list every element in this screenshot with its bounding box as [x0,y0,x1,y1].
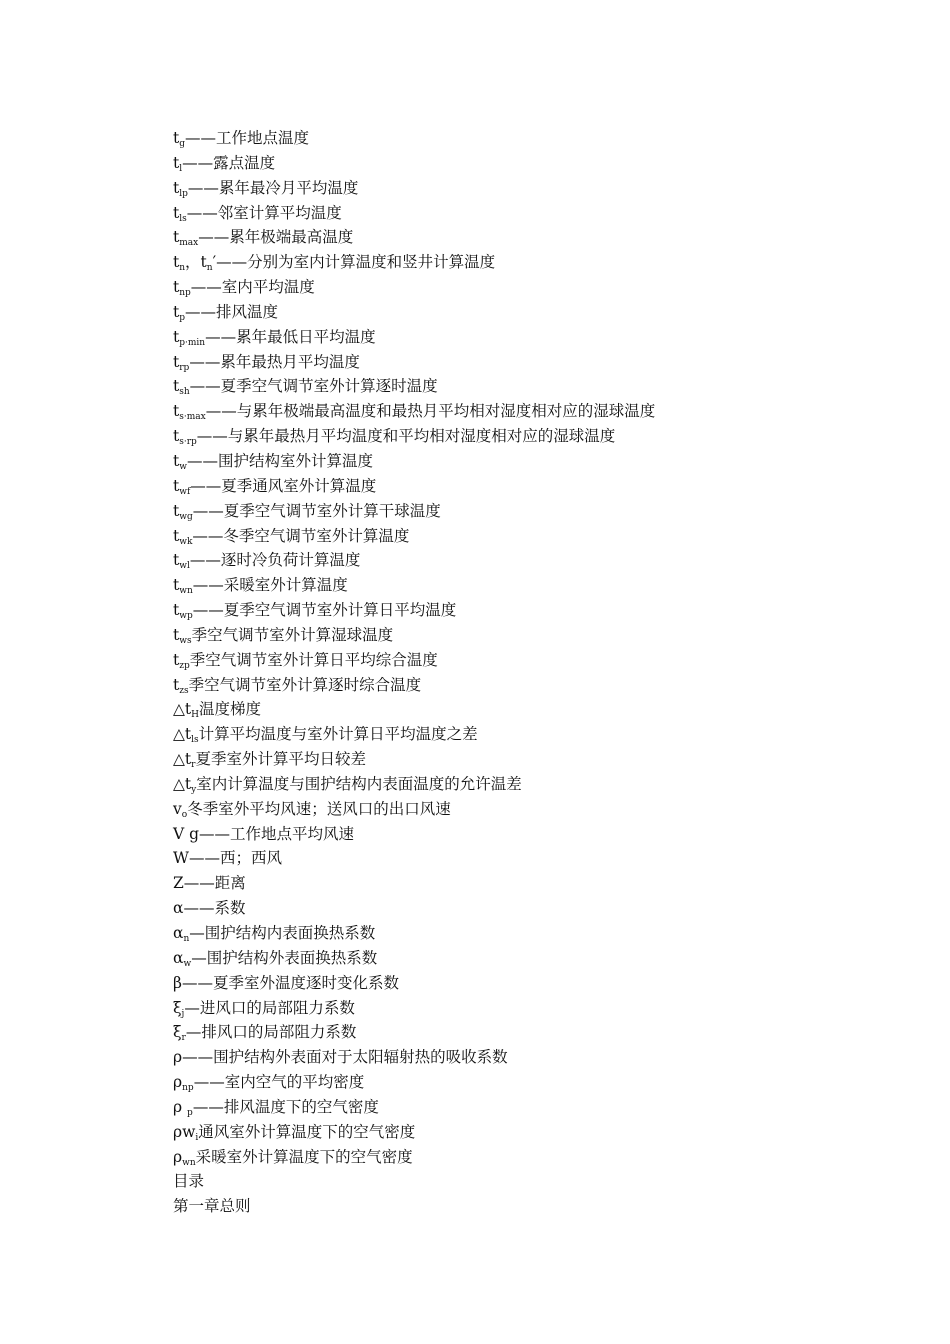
symbol-definition-line [173,747,893,772]
symbol-definition-line [173,996,893,1021]
symbol-definition-line [173,1120,893,1145]
definition-text: ——围护结构外表面对于太阳辐射热的吸收系数 [182,1048,508,1067]
symbol: ρ [173,1048,183,1067]
symbol-subscript: zp [179,660,190,671]
symbol: α [173,924,184,942]
symbol-subscript: wl [179,561,190,572]
symbol-definition-line [173,623,893,648]
symbol-definition-line [173,424,893,449]
definition-text: ——排风温度 [185,302,279,321]
symbol-definition-line [173,350,893,375]
symbol-subscript: p [179,312,185,323]
definition-text: ——夏季通风室外计算温度 [190,476,377,495]
definition-text: ——夏季空气调节室外计算日平均温度 [192,601,457,620]
symbol-definition-line [173,946,893,971]
symbol-definition-line [173,499,893,524]
symbol: α [173,948,184,967]
definition-text: ——累年最冷月平均温度 [187,178,359,197]
symbol-subscript: wp [179,611,193,622]
symbol-definition-line [173,846,893,871]
symbol-definition-line [173,971,893,996]
symbol: t [173,476,180,495]
symbol-definition-line [173,598,893,623]
definition-text: 目录 [173,1172,205,1191]
symbol: t [173,402,180,421]
symbol: t [173,625,180,644]
symbol-subscript: g [179,139,185,149]
symbol-subscript: p [187,1107,193,1118]
definition-text: ——夏季空气调节室外计算干球温度 [192,501,441,520]
symbol: t [173,675,180,694]
definition-text: 第一章总则 [173,1197,251,1216]
definition-text: ——逐时冷负荷计算温度 [189,551,361,570]
symbol: △t [173,774,192,793]
symbol-subscript: s·rp [179,437,197,448]
definition-text: ——距离 [183,874,246,893]
symbol-subscript: i [195,1132,199,1143]
definition-text: 计算平均温度与室外计算日平均温度之差 [198,725,478,744]
symbol-definition-line [173,772,893,797]
definition-text: 温度梯度 [199,700,262,719]
definition-text: —排风口的局部阻力系数 [185,1023,357,1042]
symbol-definition-line [173,648,893,673]
definition-text: ——夏季空气调节室外计算逐时温度 [189,377,438,396]
symbol: W [173,849,189,868]
definition-text: ——与累年极端最高温度和最热月平均相对湿度相对应的湿球温度 [205,402,656,421]
symbol: t [173,153,180,172]
symbol: ρ [173,1097,188,1116]
symbol-subscript: H [191,710,200,721]
symbol-definition-line [173,722,893,747]
symbol: β [173,973,182,992]
symbol-definition-line [173,1045,893,1070]
symbol: t [173,253,180,272]
definition-text: ——采暖室外计算温度 [192,576,348,595]
symbol-subscript: lp [179,188,188,199]
symbol: t [173,302,180,321]
symbol-subscript: ls [191,735,199,746]
symbol-definition-line [173,250,893,275]
symbol-subscript: n [183,934,190,944]
symbol: t [173,501,180,520]
symbol: △t [173,725,192,744]
symbol: t [173,526,180,545]
definition-text: ——累年最热月平均温度 [189,352,360,371]
symbol: t [173,203,180,222]
definition-text: ——露点温度 [182,153,276,172]
symbol: v [173,799,182,818]
symbol: t [173,278,180,297]
symbol-subscript: n [179,263,186,274]
symbol: ξ [173,998,182,1017]
symbol-definition-line [173,176,893,201]
symbol-subscript: r [191,760,196,771]
symbol: t [173,327,180,346]
definition-text: ——工作地点温度 [185,129,310,147]
symbol: V g [173,824,200,843]
symbol-subscript: max [179,238,199,249]
definition-text: 采暖室外计算温度下的空气密度 [195,1147,413,1166]
symbol-definition-line [173,374,893,399]
symbol-definition-line [173,126,893,151]
symbol-definition-line [173,573,893,598]
definition-text: ′——分别为室内计算温度和竖井计算温度 [212,253,496,272]
symbol: △t [173,750,192,769]
definition-text: 季空气调节室外计算逐时综合温度 [188,675,422,694]
symbol-subscript: w [183,958,192,969]
symbol: t [173,228,180,247]
symbol: t [173,551,180,570]
definition-text: ——累年极端最高温度 [198,228,354,247]
definition-text: —进风口的局部阻力系数 [184,998,355,1017]
symbol: t [173,178,180,197]
definition-text: ——邻室计算平均温度 [186,203,342,222]
symbol-subscript: np [179,288,191,299]
symbol: t [173,601,180,620]
symbol-subscript: p·min [179,337,206,348]
definition-text: ——累年最低日平均温度 [205,327,376,346]
symbol-definition-line [173,474,893,499]
document-page [173,126,893,1219]
definition-text: ——围护结构室外计算温度 [186,451,373,470]
definition-text: ——室内平均温度 [190,278,315,297]
definition-text: ——与累年最热月平均温度和平均相对湿度相对应的湿球温度 [196,427,616,446]
symbol: t [173,352,180,371]
definition-text: ——系数 [183,899,246,918]
definition-text: —围护结构内表面换热系数 [189,924,376,942]
definition-text: ——工作地点平均风速 [199,824,355,843]
symbol-subscript: wn [179,586,193,597]
symbol-subscript: wk [179,536,193,547]
symbol-subscript: l [179,163,183,174]
symbol: ρ [173,1147,183,1166]
symbol-subscript: wn [182,1157,196,1168]
symbol-definition-line [173,1145,893,1170]
symbol-subscript: wg [179,511,193,522]
symbol: Z [173,874,184,893]
symbol-definition-line [173,1095,893,1120]
definition-text: ——室内空气的平均密度 [193,1073,365,1092]
symbol-subscript: n [206,263,213,274]
definition-text: 室内计算温度与围护结构内表面温度的允许温差 [196,774,522,793]
symbol-subscript: ws [179,635,192,646]
symbol-subscript: rp [179,362,190,373]
definition-text: ，t [185,253,207,272]
symbol-definition-line [173,1020,893,1045]
symbol: t [173,129,180,147]
symbol-subscript: ls [179,213,187,224]
definition-text: ——夏季室外温度逐时变化系数 [181,973,399,992]
symbol-subscript: np [182,1083,194,1094]
symbol-definition-line [173,449,893,474]
symbol-subscript: s·max [179,412,206,423]
definition-text: ——冬季空气调节室外计算温度 [192,526,410,545]
symbol-definition-line [173,225,893,250]
symbol: ρ [173,1073,183,1092]
symbol: △t [173,700,192,719]
symbol-definition-line [173,201,893,226]
definition-text: 季空气调节室外计算日平均综合温度 [189,650,438,669]
symbol-subscript: y [191,784,197,795]
symbol-subscript: w [179,461,187,472]
symbol-subscript: sh [179,387,190,398]
symbol-definition-line [173,1070,893,1095]
definition-text: 夏季室外计算平均日较差 [195,750,366,769]
symbol-definition-line [173,300,893,325]
symbol-definition-line [173,921,893,946]
symbol-subscript: j [181,1008,185,1019]
definition-text: 冬季室外平均风速；送风口的出口风速 [187,799,451,818]
symbol-definition-line [173,399,893,424]
symbol: t [173,650,180,669]
symbol-definition-line [173,871,893,896]
symbol-definition-line [173,896,893,921]
definition-text: ——西；西风 [188,849,282,868]
symbol-definition-line [173,325,893,350]
symbol-definition-line [173,673,893,698]
symbol-definition-line [173,697,893,722]
symbol-subscript: o [181,809,188,820]
symbol-subscript: wf [179,486,191,497]
symbol-definition-line [173,275,893,300]
symbol-definition-line [173,797,893,822]
symbol-definition-line [173,548,893,573]
symbol-definition-line [173,1169,893,1194]
symbol: ρw [173,1122,196,1141]
definition-text: ——排风温度下的空气密度 [192,1097,379,1116]
symbol-definition-line [173,151,893,176]
symbol-definition-line [173,1194,893,1219]
definition-text: —围护结构外表面换热系数 [191,948,378,967]
symbol-subscript: r [181,1033,186,1044]
symbol: t [173,377,180,396]
symbol-definition-line [173,524,893,549]
symbol: t [173,576,180,595]
symbol: α [173,899,184,918]
symbol: t [173,427,180,446]
definition-text: 季空气调节室外计算湿球温度 [191,625,394,644]
definition-text: 通风室外计算温度下的空气密度 [198,1122,416,1141]
symbol: ξ [173,1023,182,1042]
symbol-subscript: zs [179,685,189,696]
symbol-definition-line [173,822,893,847]
symbol: t [173,451,180,470]
